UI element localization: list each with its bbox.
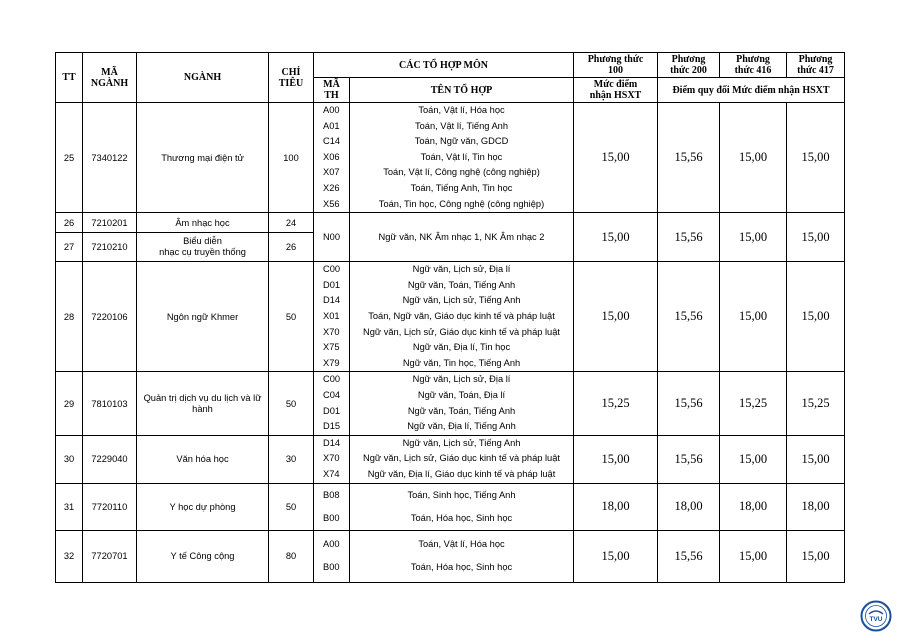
combo-code: C00 <box>323 264 341 275</box>
row-quota: 24 <box>269 213 314 233</box>
row-quota: 30 <box>269 435 314 483</box>
combo-name: Toán, Hóa học, Sinh học <box>410 512 513 523</box>
row-tt: 27 <box>56 233 83 262</box>
combo-name: Ngữ văn, Toán, Tiếng Anh <box>407 405 516 416</box>
table-row <box>56 262 845 372</box>
combo-name: Ngữ văn, Địa lí, Giáo dục kinh tế và pháp luật <box>367 468 556 479</box>
combo-names <box>350 262 574 372</box>
combo-name: Ngữ văn, Lịch sử, Tiếng Anh <box>402 437 521 448</box>
header-muc-diem: Mức điểm nhận HSXT <box>574 78 658 103</box>
score-pt416: 15,00 <box>720 530 787 582</box>
table-row <box>56 213 845 233</box>
row-name: Thương mại điện tử <box>137 103 269 213</box>
row-tt: 31 <box>56 483 83 530</box>
score-pt417: 15,00 <box>787 262 845 372</box>
score-pt100: 15,00 <box>574 213 658 262</box>
header-to-hop-mon: CÁC TỔ HỢP MÔN <box>314 53 574 78</box>
score-pt100: 18,00 <box>574 483 658 530</box>
combo-name: Ngữ văn, Lịch sử, Địa lí <box>412 374 511 385</box>
combo-name: Ngữ văn, Tin học, Tiếng Anh <box>402 357 521 368</box>
header-ten-to-hop: TÊN TỔ HỢP <box>350 78 574 103</box>
combo-code: X70 <box>323 453 340 464</box>
score-pt416: 15,00 <box>720 262 787 372</box>
score-pt200: 15,56 <box>658 262 720 372</box>
row-name: Âm nhạc học <box>137 213 269 233</box>
header-pt200: Phương thức 200 <box>658 53 720 78</box>
score-pt417: 15,00 <box>787 103 845 213</box>
combo-name: Toán, Vật lí, Tiếng Anh <box>414 120 509 131</box>
combo-codes <box>314 483 350 530</box>
header-ma-nganh: MÃ NGÀNH <box>83 53 137 103</box>
combo-name: Toán, Sinh học, Tiếng Anh <box>407 489 516 500</box>
row-quota: 50 <box>269 262 314 372</box>
score-pt100: 15,00 <box>574 435 658 483</box>
header-diem-quy-doi: Điểm quy đổi Mức điểm nhận HSXT <box>658 78 845 103</box>
row-name: Ngôn ngữ Khmer <box>137 262 269 372</box>
row-code: 7720110 <box>83 483 137 530</box>
row-code: 7210210 <box>83 233 137 262</box>
row-name: Y học dự phòng <box>137 483 269 530</box>
combo-name: Toán, Vật lí, Hóa học <box>418 539 505 550</box>
combo-code: X26 <box>323 182 340 193</box>
combo-names <box>350 372 574 435</box>
university-logo-icon <box>860 600 892 632</box>
combo-code: X07 <box>323 167 340 178</box>
header-pt416: Phương thức 416 <box>720 53 787 78</box>
combo-names <box>350 103 574 213</box>
table-row <box>56 483 845 530</box>
combo-code: X74 <box>323 468 340 479</box>
row-code: 7210201 <box>83 213 137 233</box>
combo-code: C14 <box>323 136 341 147</box>
score-pt417: 15,00 <box>787 213 845 262</box>
score-pt416: 15,00 <box>720 435 787 483</box>
combo-name: Toán, Vật lí, Tin học <box>420 151 503 162</box>
score-pt200: 18,00 <box>658 483 720 530</box>
combo-name: Toán, Tiếng Anh, Tin học <box>410 182 513 193</box>
combo-name: Ngữ văn, Địa lí, Tiếng Anh <box>407 421 516 432</box>
row-code: 7810103 <box>83 372 137 435</box>
combo-name: Ngữ văn, Lịch sử, Tiếng Anh <box>402 295 521 306</box>
row-quota: 80 <box>269 530 314 582</box>
score-pt200: 15,56 <box>658 213 720 262</box>
row-tt: 29 <box>56 372 83 435</box>
combo-name: Ngữ văn, Địa lí, Tin học <box>412 342 511 353</box>
combo-code: A00 <box>323 105 340 115</box>
score-pt417: 15,00 <box>787 530 845 582</box>
score-pt100: 15,00 <box>574 262 658 372</box>
combo-codes <box>314 435 350 483</box>
combo-code: X79 <box>323 357 340 368</box>
table-row <box>56 372 845 435</box>
row-code: 7720701 <box>83 530 137 582</box>
combo-name: Ngữ văn, Toán, Địa lí <box>417 389 506 400</box>
row-quota: 50 <box>269 372 314 435</box>
score-pt417: 18,00 <box>787 483 845 530</box>
combo-name: Ngữ văn, Toán, Tiếng Anh <box>407 279 516 290</box>
combo-codes <box>314 262 350 372</box>
combo-codes <box>314 372 350 435</box>
combo-name: Ngữ văn, Lịch sử, Giáo dục kinh tế và pháp luật <box>363 453 560 464</box>
row-code: 7340122 <box>83 103 137 213</box>
combo-name: Toán, Tin học, Công nghệ (công nghiệp) <box>378 198 545 209</box>
combo-code: D01 <box>323 279 341 290</box>
row-name: Quản trị dịch vụ du lịch và lữ hành <box>137 372 269 435</box>
combo-name: Ngữ văn, Lịch sử, Địa lí <box>412 264 511 275</box>
score-pt417: 15,25 <box>787 372 845 435</box>
row-quota: 50 <box>269 483 314 530</box>
combo-code: B00 <box>323 562 340 573</box>
row-tt: 32 <box>56 530 83 582</box>
combo-codes <box>314 530 350 582</box>
table-row <box>56 435 845 483</box>
combo-code: X70 <box>323 326 340 337</box>
combo-name: Toán, Ngữ văn, Giáo dục kinh tế và pháp luật <box>368 310 555 321</box>
score-pt200: 15,56 <box>658 530 720 582</box>
score-pt200: 15,56 <box>658 435 720 483</box>
score-pt100: 15,00 <box>574 530 658 582</box>
row-name: Y tế Công cộng <box>137 530 269 582</box>
header-ma-th: MÃ TH <box>314 78 350 103</box>
score-pt200: 15,56 <box>658 103 720 213</box>
combo-code: N00 <box>314 213 350 262</box>
row-name: Biểu diễn nhạc cụ truyền thống <box>137 233 269 262</box>
header-tt: TT <box>56 53 83 103</box>
row-tt: 26 <box>56 213 83 233</box>
combo-names <box>350 483 574 530</box>
row-tt: 25 <box>56 103 83 213</box>
combo-name: Toán, Hóa học, Sinh học <box>410 562 513 573</box>
combo-code: A00 <box>323 539 340 550</box>
combo-code: X06 <box>323 151 340 162</box>
row-code: 7229040 <box>83 435 137 483</box>
combo-code: C00 <box>323 374 341 385</box>
combo-code: D14 <box>323 295 341 306</box>
row-name: Văn hóa học <box>137 435 269 483</box>
combo-code: B08 <box>323 489 340 500</box>
header-pt417: Phương thức 417 <box>787 53 845 78</box>
admission-score-table <box>55 52 845 583</box>
combo-code: B00 <box>323 512 340 523</box>
table-row <box>56 103 845 213</box>
combo-name: Ngữ văn, NK Âm nhạc 1, NK Âm nhạc 2 <box>350 213 574 262</box>
combo-code: D01 <box>323 405 341 416</box>
combo-code: C04 <box>323 389 341 400</box>
score-pt100: 15,00 <box>574 103 658 213</box>
combo-name: Toán, Vật lí, Hóa học <box>418 105 505 115</box>
logo-text: TVU <box>869 616 883 623</box>
combo-codes <box>314 103 350 213</box>
row-quota: 26 <box>269 233 314 262</box>
row-quota: 100 <box>269 103 314 213</box>
row-tt: 30 <box>56 435 83 483</box>
table-row <box>56 530 845 582</box>
row-code: 7220106 <box>83 262 137 372</box>
header-pt100: Phương thức 100 <box>574 53 658 78</box>
header-nganh: NGÀNH <box>137 53 269 103</box>
combo-code: A01 <box>323 120 340 131</box>
score-pt416: 15,00 <box>720 103 787 213</box>
combo-code: D14 <box>323 437 341 448</box>
combo-name: Toán, Ngữ văn, GDCD <box>414 136 509 147</box>
score-pt416: 18,00 <box>720 483 787 530</box>
score-pt200: 15,56 <box>658 372 720 435</box>
combo-code: D15 <box>323 421 341 432</box>
combo-names <box>350 530 574 582</box>
row-tt: 28 <box>56 262 83 372</box>
score-pt100: 15,25 <box>574 372 658 435</box>
combo-code: X01 <box>323 310 340 321</box>
score-pt416: 15,25 <box>720 372 787 435</box>
combo-name: Toán, Vật lí, Công nghệ (công nghiệp) <box>383 167 540 178</box>
combo-code: X75 <box>323 342 340 353</box>
combo-code: X56 <box>323 198 340 209</box>
score-pt417: 15,00 <box>787 435 845 483</box>
combo-name: Ngữ văn, Lịch sử, Giáo dục kinh tế và pháp luật <box>363 326 560 337</box>
header-chi-tieu: CHỈ TIÊU <box>269 53 314 103</box>
combo-names <box>350 435 574 483</box>
score-pt416: 15,00 <box>720 213 787 262</box>
